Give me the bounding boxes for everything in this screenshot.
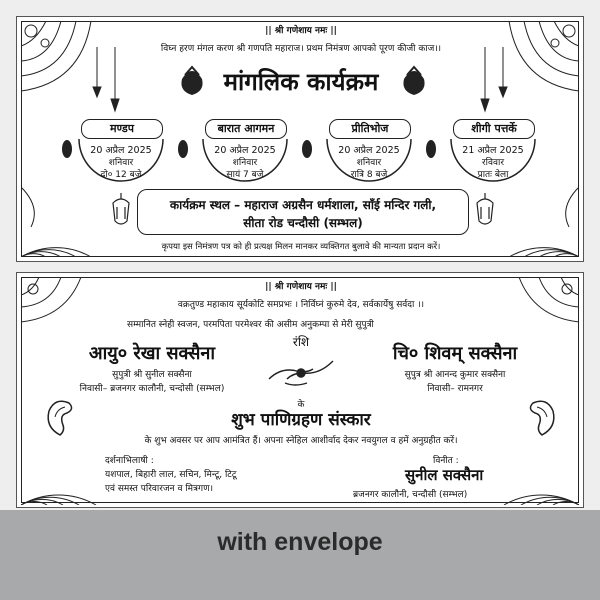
event-day: रविवार — [481, 158, 505, 168]
blessing-text: || श्री गणेशाय नमः || — [265, 26, 337, 36]
event-date: 21 अप्रैल 2025 — [462, 145, 524, 156]
venue-line-2: सीता रोड चन्दौसी (सम्भल) — [243, 216, 363, 230]
event-time: दो० 12 बजे — [100, 170, 142, 180]
groom-name: चि० शिवम् सक्सैना — [392, 343, 518, 364]
darshan-label: दर्शनाभिलाषी : — [105, 456, 154, 466]
joined-hands-icon — [267, 349, 335, 395]
envelope-label: with envelope — [217, 528, 383, 556]
occasion-text: के शुभ अवसर पर आप आमंत्रित हैं। अपना स्नेहिल आशीर्वाद देकर नवयुगल व हमें अनुग्रहीत करें। — [144, 436, 458, 446]
vinit-address: ब्रजनगर कालौनी, चन्दौसी (सम्भल) — [353, 490, 468, 500]
event-name: बारात आगमन — [205, 119, 287, 139]
intro-text: सम्मानित स्नेही स्वजन, परमपिता परमेश्वर की असीम अनुकम्पा से मेरी सुपुत्री — [127, 320, 374, 330]
lantern-icon — [109, 193, 133, 227]
monogram: रंशि — [292, 335, 310, 349]
bride-name: आयु० रेखा सक्सैना — [88, 343, 216, 364]
event-day: शनिवार — [356, 158, 382, 168]
invitation-card — [16, 272, 584, 508]
groom-parent: सुपुत्र श्री आनन्द कुमार सक्सैना — [404, 370, 506, 380]
bride-address: निवासी– ब्रजनगर कालौनी, चन्दोसी (सम्भल) — [79, 384, 225, 394]
vinit-label: विनीत : — [433, 456, 459, 466]
event-day: शनिवार — [232, 158, 258, 168]
event-name: मण्डप — [81, 119, 163, 139]
shloka-text: वक्रतुण्ड महाकाय सूर्यकोटि समप्रभः । निर्विघ्नं कुरुमे देव, सर्वकार्येषु सर्वदा ।। — [177, 300, 425, 310]
venue-box — [137, 189, 469, 235]
darshan-family: एवं समस्त परिवारजन व मित्रगण। — [105, 484, 214, 494]
darshan-names: यशपाल, बिहारी लाल, सचिन, मिन्टू, टिटू — [105, 470, 237, 480]
venue-line-1: कार्यक्रम स्थल – महाराज अग्रसैन धर्मशाला, साँई मन्दिर गली, — [169, 198, 437, 212]
lantern-icon — [473, 193, 497, 227]
vinit-name: सुनील सक्सैना — [405, 466, 484, 484]
blessing-text: || श्री गणेशाय नमः || — [265, 282, 337, 292]
ceremony-title: शुभ पाणिग्रहण संस्कार — [231, 410, 371, 430]
footer-note: कृपया इस निमंत्रण पत्र को ही प्रत्यक्ष मिलन मानकर व्यक्तिगत बुलावे की मान्यता प्रदान करें। — [161, 242, 441, 252]
event-day: शनिवार — [108, 158, 134, 168]
event-time: रात्रि 8 बजे — [350, 170, 388, 180]
invocation-text: विघ्न हरण मंगल करण श्री गणपति महाराज। प्रथम निमंत्रण आपको पूरण कीजी काज।। — [160, 44, 442, 54]
event-time: प्रातः बेला — [477, 170, 509, 180]
event-name: शीगी पत्तर्के — [453, 119, 535, 139]
event-date: 20 अप्रैल 2025 — [90, 145, 152, 156]
ke-text: के — [297, 400, 305, 410]
event-date: 20 अप्रैल 2025 — [338, 145, 400, 156]
bride-parent: सुपुत्री श्री सुनील सक्सैना — [112, 370, 192, 380]
event-name: प्रीतिभोज — [329, 119, 411, 139]
event-date: 20 अप्रैल 2025 — [214, 145, 276, 156]
program-title: मांगलिक कार्यक्रम — [223, 67, 379, 96]
groom-address: निवासी– रामनगर — [427, 384, 483, 394]
event-time: सायं 7 बजे — [226, 170, 264, 180]
program-card — [16, 16, 584, 262]
